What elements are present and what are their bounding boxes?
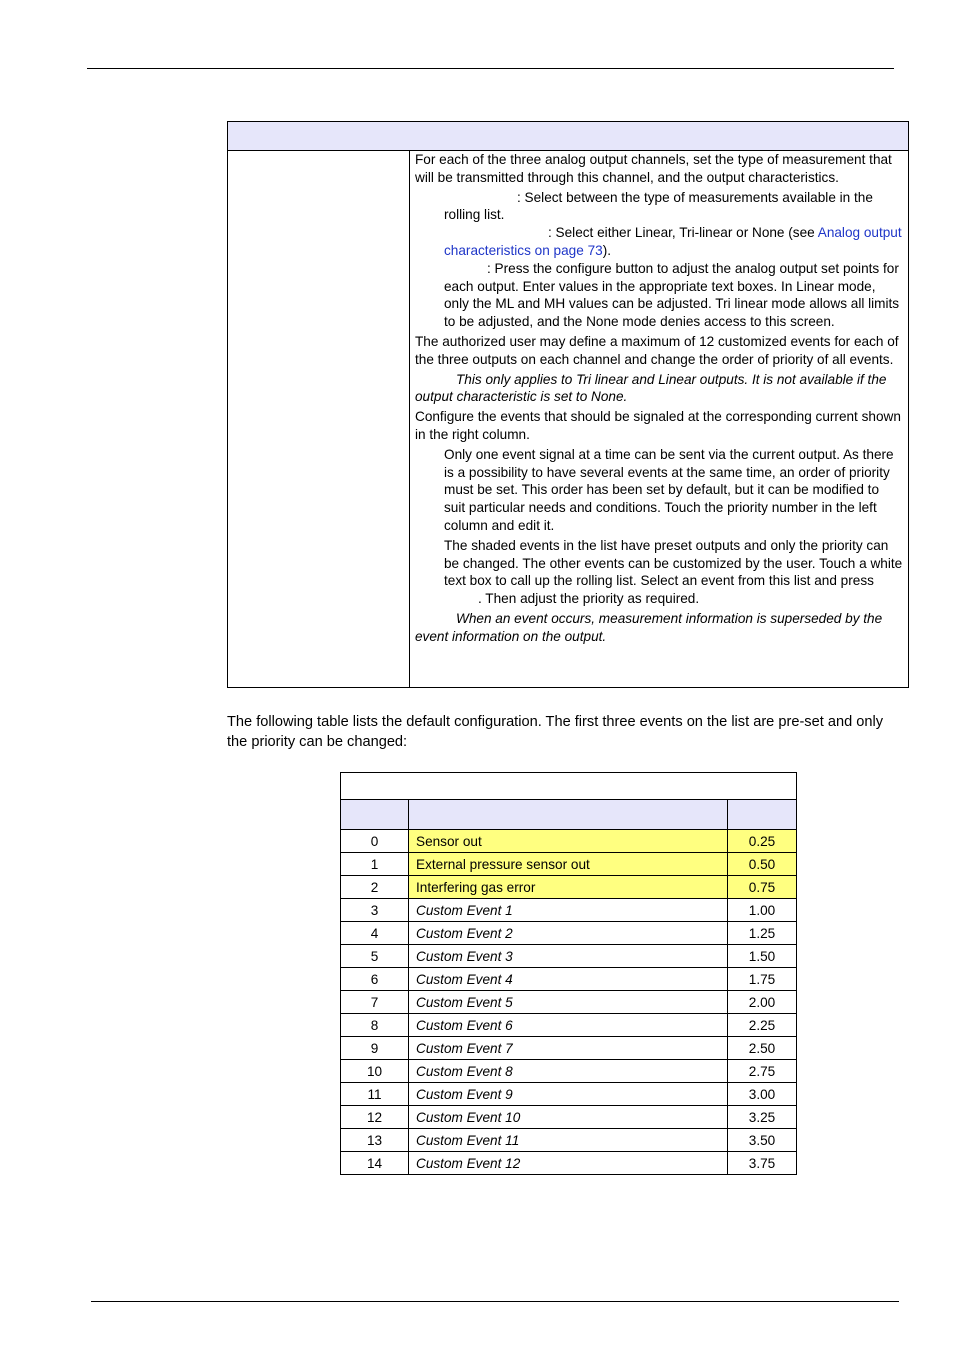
priority-cell[interactable]: 13 — [341, 1129, 409, 1152]
event-cell[interactable]: Custom Event 8 — [409, 1060, 728, 1083]
output-cell[interactable]: 2.75 — [728, 1060, 797, 1083]
intro-text: The following table lists the default configuration. The first three events on the list are pre-set and only the priority can be changed: — [227, 714, 884, 750]
config-table-description — [415, 151, 903, 646]
table-row[interactable] — [341, 945, 797, 968]
authorized-text: The authorized user may define a maximum of 12 customized events for each of the three outputs on each channel and change the order of priority of all events. — [415, 333, 899, 367]
priority-cell[interactable]: 14 — [341, 1152, 409, 1175]
bullet-priority: Only one event signal at a time can be sent via the current output. As there is a possibility to have several events at the same time, an order of priority must be set. This order has been set by default, but it can be modified to suit particular needs and conditions. Touch the priority number in the left column and edit it. — [444, 446, 894, 533]
footer-rule — [91, 1301, 899, 1302]
event-cell[interactable]: Custom Event 1 — [409, 899, 728, 922]
priority-cell[interactable]: 0 — [341, 830, 409, 853]
note-event: When an event occurs, measurement information is superseded by the event information on the output. — [415, 610, 883, 644]
output-cell[interactable]: 0.50 — [728, 853, 797, 876]
event-cell[interactable]: Custom Event 9 — [409, 1083, 728, 1106]
item-configure: : Press the configure button to adjust the analog output set points for each output. Enter values in the appropriate text boxes. In Linear mode, only the ML and MH values can be adjusted. Tri linear mode allows all limits to be adjusted, and the None mode denies access to this screen. — [444, 260, 900, 330]
output-cell[interactable]: 1.00 — [728, 899, 797, 922]
item-measurement: : Select between the type of measurements available in the rolling list. — [444, 189, 873, 223]
output-cell[interactable]: 1.75 — [728, 968, 797, 991]
table-row[interactable] — [341, 1152, 797, 1175]
priority-cell[interactable]: 9 — [341, 1037, 409, 1060]
table-row[interactable] — [341, 1037, 797, 1060]
output-cell[interactable]: 3.25 — [728, 1106, 797, 1129]
event-cell[interactable]: Custom Event 4 — [409, 968, 728, 991]
output-cell[interactable]: 0.75 — [728, 876, 797, 899]
output-cell[interactable]: 1.25 — [728, 922, 797, 945]
output-cell[interactable]: 2.25 — [728, 1014, 797, 1037]
table-row[interactable] — [341, 1106, 797, 1129]
priority-cell[interactable]: 10 — [341, 1060, 409, 1083]
description-text: For each of the three analog output channels, set the type of measurement that will be transmitted through this channel, and the output characteristics. — [415, 152, 892, 185]
event-cell[interactable]: Custom Event 5 — [409, 991, 728, 1014]
header-rule — [87, 68, 894, 69]
event-cell[interactable]: External pressure sensor out — [409, 853, 728, 876]
config-table-option-cell — [228, 150, 410, 687]
analog-output-link[interactable]: Analog output characteristics on page 73 — [444, 225, 902, 258]
table-row[interactable] — [341, 968, 797, 991]
default-events-table — [340, 772, 797, 1175]
priority-cell[interactable]: 12 — [341, 1106, 409, 1129]
priority-cell[interactable]: 2 — [341, 876, 409, 899]
events-table-header-row — [341, 800, 797, 830]
event-cell[interactable]: Custom Event 10 — [409, 1106, 728, 1129]
output-cell[interactable]: 1.50 — [728, 945, 797, 968]
table-row[interactable] — [341, 1060, 797, 1083]
event-cell[interactable]: Custom Event 3 — [409, 945, 728, 968]
output-cell[interactable]: 2.00 — [728, 991, 797, 1014]
priority-cell[interactable]: 7 — [341, 991, 409, 1014]
priority-cell[interactable]: 1 — [341, 853, 409, 876]
output-cell[interactable]: 0.25 — [728, 830, 797, 853]
table-row[interactable] — [341, 1083, 797, 1106]
table-row[interactable] — [341, 991, 797, 1014]
event-cell[interactable]: Interfering gas error — [409, 876, 728, 899]
bullet-shaded: The shaded events in the list have preset outputs and only the priority can be changed. The other events can be customized by the user. Touch a white text box to call up the rolling list. Select an event from this list and press. Then adjust the priority as required. — [444, 537, 903, 607]
note-linear: This only applies to Tri linear and Linear outputs. It is not available if the output characteristic is set to None. — [415, 371, 887, 405]
priority-cell[interactable]: 11 — [341, 1083, 409, 1106]
output-cell[interactable]: 3.00 — [728, 1083, 797, 1106]
event-cell[interactable]: Custom Event 11 — [409, 1129, 728, 1152]
output-cell[interactable]: 2.50 — [728, 1037, 797, 1060]
table-row[interactable] — [341, 830, 797, 853]
configure-events-text: Configure the events that should be signaled at the corresponding current shown in the right column. — [415, 409, 901, 442]
event-cell[interactable]: Custom Event 6 — [409, 1014, 728, 1037]
event-cell[interactable]: Sensor out — [409, 830, 728, 853]
event-cell[interactable]: Custom Event 12 — [409, 1152, 728, 1175]
priority-cell[interactable]: 6 — [341, 968, 409, 991]
priority-cell[interactable]: 5 — [341, 945, 409, 968]
config-table-header — [228, 122, 908, 151]
table-row[interactable] — [341, 1014, 797, 1037]
event-cell[interactable]: Custom Event 7 — [409, 1037, 728, 1060]
event-cell[interactable]: Custom Event 2 — [409, 922, 728, 945]
output-cell[interactable]: 3.75 — [728, 1152, 797, 1175]
output-cell[interactable]: 3.50 — [728, 1129, 797, 1152]
config-table — [227, 121, 909, 688]
priority-cell[interactable]: 8 — [341, 1014, 409, 1037]
table-row[interactable] — [341, 1129, 797, 1152]
table-row[interactable] — [341, 922, 797, 945]
table-row[interactable] — [341, 876, 797, 899]
priority-cell[interactable]: 3 — [341, 899, 409, 922]
events-table-title-row — [341, 773, 797, 800]
table-row[interactable] — [341, 899, 797, 922]
table-row[interactable] — [341, 853, 797, 876]
item-characteristic: : Select either Linear, Tri-linear or None (see Analog output characteristics on page 73). — [444, 225, 902, 258]
priority-cell[interactable]: 4 — [341, 922, 409, 945]
